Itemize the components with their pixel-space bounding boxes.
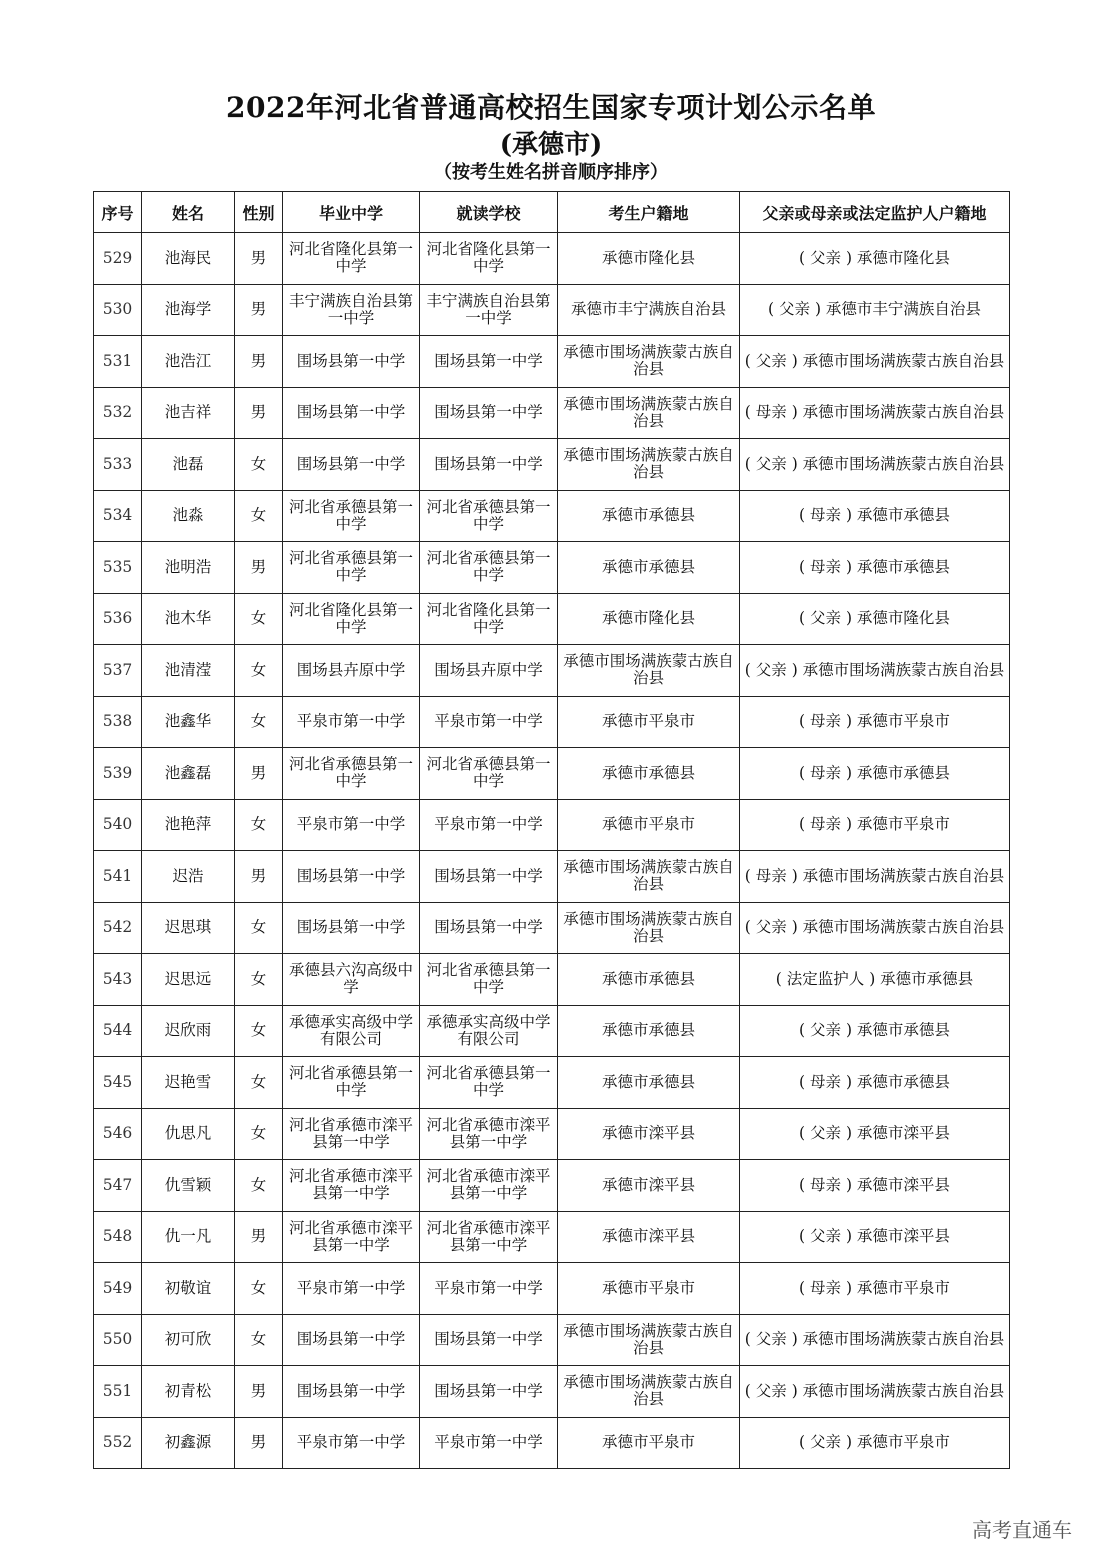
- cell-graduation-school: 围场县第一中学: [283, 336, 420, 388]
- cell-name: 池木华: [142, 593, 235, 645]
- cell-seq: 552: [94, 1417, 142, 1469]
- sort-note: （按考生姓名拼音顺序排序）: [434, 162, 668, 183]
- table-row: [94, 902, 1010, 954]
- cell-student-domicile: 承德市承德县: [558, 748, 740, 800]
- roster-table: [93, 191, 1010, 1469]
- cell-student-domicile: 承德市滦平县: [558, 1108, 740, 1160]
- cell-current-school: 围场县第一中学: [420, 387, 558, 439]
- cell-graduation-school: 围场县第一中学: [283, 439, 420, 491]
- cell-gender: 女: [235, 1314, 283, 1366]
- cell-guardian-domicile: ( 父亲 ) 承德市围场满族蒙古族自治县: [740, 902, 1010, 954]
- cell-guardian-domicile: ( 父亲 ) 承德市隆化县: [740, 233, 1010, 285]
- table-row: [94, 748, 1010, 800]
- column-header-guardian-domicile: 父亲或母亲或法定监护人户籍地: [740, 192, 1010, 233]
- cell-gender: 女: [235, 645, 283, 697]
- cell-current-school: 河北省承德县第一中学: [420, 954, 558, 1006]
- cell-guardian-domicile: ( 母亲 ) 承德市承德县: [740, 542, 1010, 594]
- cell-student-domicile: 承德市承德县: [558, 1005, 740, 1057]
- cell-graduation-school: 丰宁满族自治县第一中学: [283, 284, 420, 336]
- cell-seq: 546: [94, 1108, 142, 1160]
- cell-student-domicile: 承德市围场满族蒙古族自治县: [558, 439, 740, 491]
- cell-guardian-domicile: ( 母亲 ) 承德市滦平县: [740, 1160, 1010, 1212]
- cell-seq: 537: [94, 645, 142, 697]
- cell-guardian-domicile: ( 父亲 ) 承德市围场满族蒙古族自治县: [740, 439, 1010, 491]
- cell-name: 迟艳雪: [142, 1057, 235, 1109]
- cell-seq: 541: [94, 851, 142, 903]
- cell-guardian-domicile: ( 母亲 ) 承德市平泉市: [740, 799, 1010, 851]
- cell-graduation-school: 河北省承德县第一中学: [283, 490, 420, 542]
- table-row: [94, 1263, 1010, 1315]
- table-row: [94, 336, 1010, 388]
- cell-current-school: 围场县第一中学: [420, 439, 558, 491]
- column-header-student-domicile: 考生户籍地: [558, 192, 740, 233]
- cell-name: 池吉祥: [142, 387, 235, 439]
- column-header-gender: 性别: [235, 192, 283, 233]
- cell-current-school: 河北省承德县第一中学: [420, 490, 558, 542]
- table-row: [94, 954, 1010, 1006]
- cell-graduation-school: 平泉市第一中学: [283, 1417, 420, 1469]
- cell-guardian-domicile: ( 母亲 ) 承德市围场满族蒙古族自治县: [740, 387, 1010, 439]
- cell-seq: 543: [94, 954, 142, 1006]
- column-header-graduation-school: 毕业中学: [283, 192, 420, 233]
- cell-guardian-domicile: ( 母亲 ) 承德市平泉市: [740, 1263, 1010, 1315]
- cell-gender: 女: [235, 1160, 283, 1212]
- cell-guardian-domicile: ( 父亲 ) 承德市围场满族蒙古族自治县: [740, 645, 1010, 697]
- cell-current-school: 河北省隆化县第一中学: [420, 593, 558, 645]
- cell-seq: 551: [94, 1366, 142, 1418]
- cell-name: 仇雪颖: [142, 1160, 235, 1212]
- cell-seq: 538: [94, 696, 142, 748]
- cell-seq: 550: [94, 1314, 142, 1366]
- cell-gender: 女: [235, 490, 283, 542]
- cell-name: 池鑫磊: [142, 748, 235, 800]
- cell-current-school: 承德承实高级中学有限公司: [420, 1005, 558, 1057]
- cell-graduation-school: 承德县六沟高级中学: [283, 954, 420, 1006]
- table-row: [94, 851, 1010, 903]
- cell-graduation-school: 围场县卉原中学: [283, 645, 420, 697]
- cell-graduation-school: 围场县第一中学: [283, 1366, 420, 1418]
- cell-current-school: 围场县第一中学: [420, 851, 558, 903]
- cell-graduation-school: 河北省承德市滦平县第一中学: [283, 1160, 420, 1212]
- table-row: [94, 233, 1010, 285]
- cell-name: 池海民: [142, 233, 235, 285]
- table-row: [94, 1160, 1010, 1212]
- cell-guardian-domicile: ( 父亲 ) 承德市丰宁满族自治县: [740, 284, 1010, 336]
- table-row: [94, 439, 1010, 491]
- table-row: [94, 490, 1010, 542]
- cell-seq: 532: [94, 387, 142, 439]
- cell-graduation-school: 围场县第一中学: [283, 851, 420, 903]
- cell-student-domicile: 承德市承德县: [558, 954, 740, 1006]
- cell-current-school: 平泉市第一中学: [420, 1417, 558, 1469]
- cell-guardian-domicile: ( 父亲 ) 承德市承德县: [740, 1005, 1010, 1057]
- cell-student-domicile: 承德市平泉市: [558, 1417, 740, 1469]
- cell-graduation-school: 平泉市第一中学: [283, 696, 420, 748]
- cell-current-school: 河北省承德县第一中学: [420, 1057, 558, 1109]
- cell-guardian-domicile: ( 父亲 ) 承德市围场满族蒙古族自治县: [740, 1366, 1010, 1418]
- table-row: [94, 542, 1010, 594]
- cell-gender: 女: [235, 1005, 283, 1057]
- cell-current-school: 平泉市第一中学: [420, 696, 558, 748]
- cell-guardian-domicile: ( 母亲 ) 承德市承德县: [740, 490, 1010, 542]
- cell-gender: 男: [235, 748, 283, 800]
- page-title: 2022年河北省普通高校招生国家专项计划公示名单: [226, 91, 876, 124]
- cell-name: 池浩江: [142, 336, 235, 388]
- cell-student-domicile: 承德市丰宁满族自治县: [558, 284, 740, 336]
- cell-name: 池鑫华: [142, 696, 235, 748]
- cell-gender: 男: [235, 387, 283, 439]
- cell-student-domicile: 承德市围场满族蒙古族自治县: [558, 851, 740, 903]
- cell-name: 仇一凡: [142, 1211, 235, 1263]
- column-header-current-school: 就读学校: [420, 192, 558, 233]
- cell-gender: 男: [235, 284, 283, 336]
- cell-student-domicile: 承德市围场满族蒙古族自治县: [558, 1366, 740, 1418]
- cell-seq: 548: [94, 1211, 142, 1263]
- table-row: [94, 1005, 1010, 1057]
- cell-graduation-school: 河北省承德县第一中学: [283, 1057, 420, 1109]
- cell-current-school: 河北省承德县第一中学: [420, 542, 558, 594]
- cell-guardian-domicile: ( 母亲 ) 承德市承德县: [740, 748, 1010, 800]
- cell-graduation-school: 平泉市第一中学: [283, 799, 420, 851]
- cell-gender: 女: [235, 954, 283, 1006]
- watermark-text: 高考直通车: [972, 1518, 1072, 1542]
- cell-guardian-domicile: ( 父亲 ) 承德市滦平县: [740, 1108, 1010, 1160]
- cell-gender: 男: [235, 1366, 283, 1418]
- cell-current-school: 丰宁满族自治县第一中学: [420, 284, 558, 336]
- cell-seq: 545: [94, 1057, 142, 1109]
- page-subtitle: (承德市): [499, 130, 603, 160]
- cell-student-domicile: 承德市隆化县: [558, 593, 740, 645]
- cell-seq: 531: [94, 336, 142, 388]
- cell-guardian-domicile: ( 父亲 ) 承德市围场满族蒙古族自治县: [740, 336, 1010, 388]
- cell-seq: 540: [94, 799, 142, 851]
- cell-graduation-school: 围场县第一中学: [283, 1314, 420, 1366]
- table-row: [94, 1211, 1010, 1263]
- cell-gender: 女: [235, 696, 283, 748]
- cell-gender: 女: [235, 1263, 283, 1315]
- cell-name: 池清滢: [142, 645, 235, 697]
- table-header-row: [94, 192, 1010, 233]
- table-row: [94, 1417, 1010, 1469]
- table-row: [94, 1314, 1010, 1366]
- cell-graduation-school: 河北省隆化县第一中学: [283, 593, 420, 645]
- cell-gender: 男: [235, 233, 283, 285]
- cell-current-school: 河北省承德市滦平县第一中学: [420, 1160, 558, 1212]
- cell-graduation-school: 河北省承德县第一中学: [283, 748, 420, 800]
- table-row: [94, 284, 1010, 336]
- cell-name: 仇思凡: [142, 1108, 235, 1160]
- table-row: [94, 1057, 1010, 1109]
- cell-name: 初可欣: [142, 1314, 235, 1366]
- table-row: [94, 696, 1010, 748]
- cell-current-school: 围场县第一中学: [420, 1366, 558, 1418]
- cell-current-school: 河北省承德市滦平县第一中学: [420, 1108, 558, 1160]
- cell-guardian-domicile: ( 母亲 ) 承德市围场满族蒙古族自治县: [740, 851, 1010, 903]
- cell-seq: 536: [94, 593, 142, 645]
- cell-gender: 女: [235, 1108, 283, 1160]
- table-row: [94, 799, 1010, 851]
- cell-student-domicile: 承德市围场满族蒙古族自治县: [558, 902, 740, 954]
- cell-seq: 539: [94, 748, 142, 800]
- cell-current-school: 围场县第一中学: [420, 1314, 558, 1366]
- cell-gender: 男: [235, 336, 283, 388]
- column-header-name: 姓名: [142, 192, 235, 233]
- column-header-seq: 序号: [94, 192, 142, 233]
- cell-seq: 549: [94, 1263, 142, 1315]
- cell-current-school: 河北省隆化县第一中学: [420, 233, 558, 285]
- cell-student-domicile: 承德市承德县: [558, 490, 740, 542]
- cell-gender: 女: [235, 439, 283, 491]
- cell-name: 池磊: [142, 439, 235, 491]
- cell-name: 迟思远: [142, 954, 235, 1006]
- cell-guardian-domicile: ( 法定监护人 ) 承德市承德县: [740, 954, 1010, 1006]
- cell-graduation-school: 围场县第一中学: [283, 387, 420, 439]
- cell-student-domicile: 承德市围场满族蒙古族自治县: [558, 1314, 740, 1366]
- cell-gender: 女: [235, 593, 283, 645]
- cell-student-domicile: 承德市承德县: [558, 1057, 740, 1109]
- cell-graduation-school: 河北省承德市滦平县第一中学: [283, 1108, 420, 1160]
- cell-graduation-school: 平泉市第一中学: [283, 1263, 420, 1315]
- cell-graduation-school: 河北省隆化县第一中学: [283, 233, 420, 285]
- cell-name: 初鑫源: [142, 1417, 235, 1469]
- cell-student-domicile: 承德市隆化县: [558, 233, 740, 285]
- cell-seq: 542: [94, 902, 142, 954]
- table-row: [94, 1366, 1010, 1418]
- cell-guardian-domicile: ( 父亲 ) 承德市平泉市: [740, 1417, 1010, 1469]
- cell-current-school: 平泉市第一中学: [420, 799, 558, 851]
- cell-name: 初敬谊: [142, 1263, 235, 1315]
- cell-name: 池明浩: [142, 542, 235, 594]
- cell-graduation-school: 承德承实高级中学有限公司: [283, 1005, 420, 1057]
- cell-gender: 女: [235, 902, 283, 954]
- cell-name: 池艳萍: [142, 799, 235, 851]
- cell-student-domicile: 承德市围场满族蒙古族自治县: [558, 645, 740, 697]
- table-row: [94, 593, 1010, 645]
- cell-student-domicile: 承德市平泉市: [558, 799, 740, 851]
- cell-graduation-school: 围场县第一中学: [283, 902, 420, 954]
- cell-student-domicile: 承德市滦平县: [558, 1160, 740, 1212]
- cell-seq: 544: [94, 1005, 142, 1057]
- cell-current-school: 平泉市第一中学: [420, 1263, 558, 1315]
- cell-current-school: 河北省承德县第一中学: [420, 748, 558, 800]
- cell-current-school: 围场县第一中学: [420, 336, 558, 388]
- cell-graduation-school: 河北省承德县第一中学: [283, 542, 420, 594]
- cell-gender: 男: [235, 851, 283, 903]
- cell-name: 迟浩: [142, 851, 235, 903]
- cell-seq: 547: [94, 1160, 142, 1212]
- cell-name: 迟欣雨: [142, 1005, 235, 1057]
- cell-student-domicile: 承德市平泉市: [558, 696, 740, 748]
- cell-gender: 女: [235, 799, 283, 851]
- cell-seq: 534: [94, 490, 142, 542]
- cell-graduation-school: 河北省承德市滦平县第一中学: [283, 1211, 420, 1263]
- cell-current-school: 河北省承德市滦平县第一中学: [420, 1211, 558, 1263]
- cell-gender: 男: [235, 542, 283, 594]
- cell-student-domicile: 承德市围场满族蒙古族自治县: [558, 387, 740, 439]
- cell-seq: 535: [94, 542, 142, 594]
- cell-current-school: 围场县第一中学: [420, 902, 558, 954]
- cell-student-domicile: 承德市平泉市: [558, 1263, 740, 1315]
- cell-gender: 男: [235, 1211, 283, 1263]
- cell-name: 初青松: [142, 1366, 235, 1418]
- cell-gender: 男: [235, 1417, 283, 1469]
- table-row: [94, 645, 1010, 697]
- cell-guardian-domicile: ( 父亲 ) 承德市围场满族蒙古族自治县: [740, 1314, 1010, 1366]
- cell-guardian-domicile: ( 父亲 ) 承德市隆化县: [740, 593, 1010, 645]
- cell-name: 迟思琪: [142, 902, 235, 954]
- cell-guardian-domicile: ( 母亲 ) 承德市承德县: [740, 1057, 1010, 1109]
- cell-current-school: 围场县卉原中学: [420, 645, 558, 697]
- cell-gender: 女: [235, 1057, 283, 1109]
- table-row: [94, 1108, 1010, 1160]
- cell-guardian-domicile: ( 父亲 ) 承德市滦平县: [740, 1211, 1010, 1263]
- cell-seq: 530: [94, 284, 142, 336]
- cell-student-domicile: 承德市滦平县: [558, 1211, 740, 1263]
- cell-guardian-domicile: ( 母亲 ) 承德市平泉市: [740, 696, 1010, 748]
- cell-seq: 529: [94, 233, 142, 285]
- table-row: [94, 387, 1010, 439]
- cell-name: 池海学: [142, 284, 235, 336]
- cell-student-domicile: 承德市承德县: [558, 542, 740, 594]
- cell-name: 池淼: [142, 490, 235, 542]
- cell-seq: 533: [94, 439, 142, 491]
- cell-student-domicile: 承德市围场满族蒙古族自治县: [558, 336, 740, 388]
